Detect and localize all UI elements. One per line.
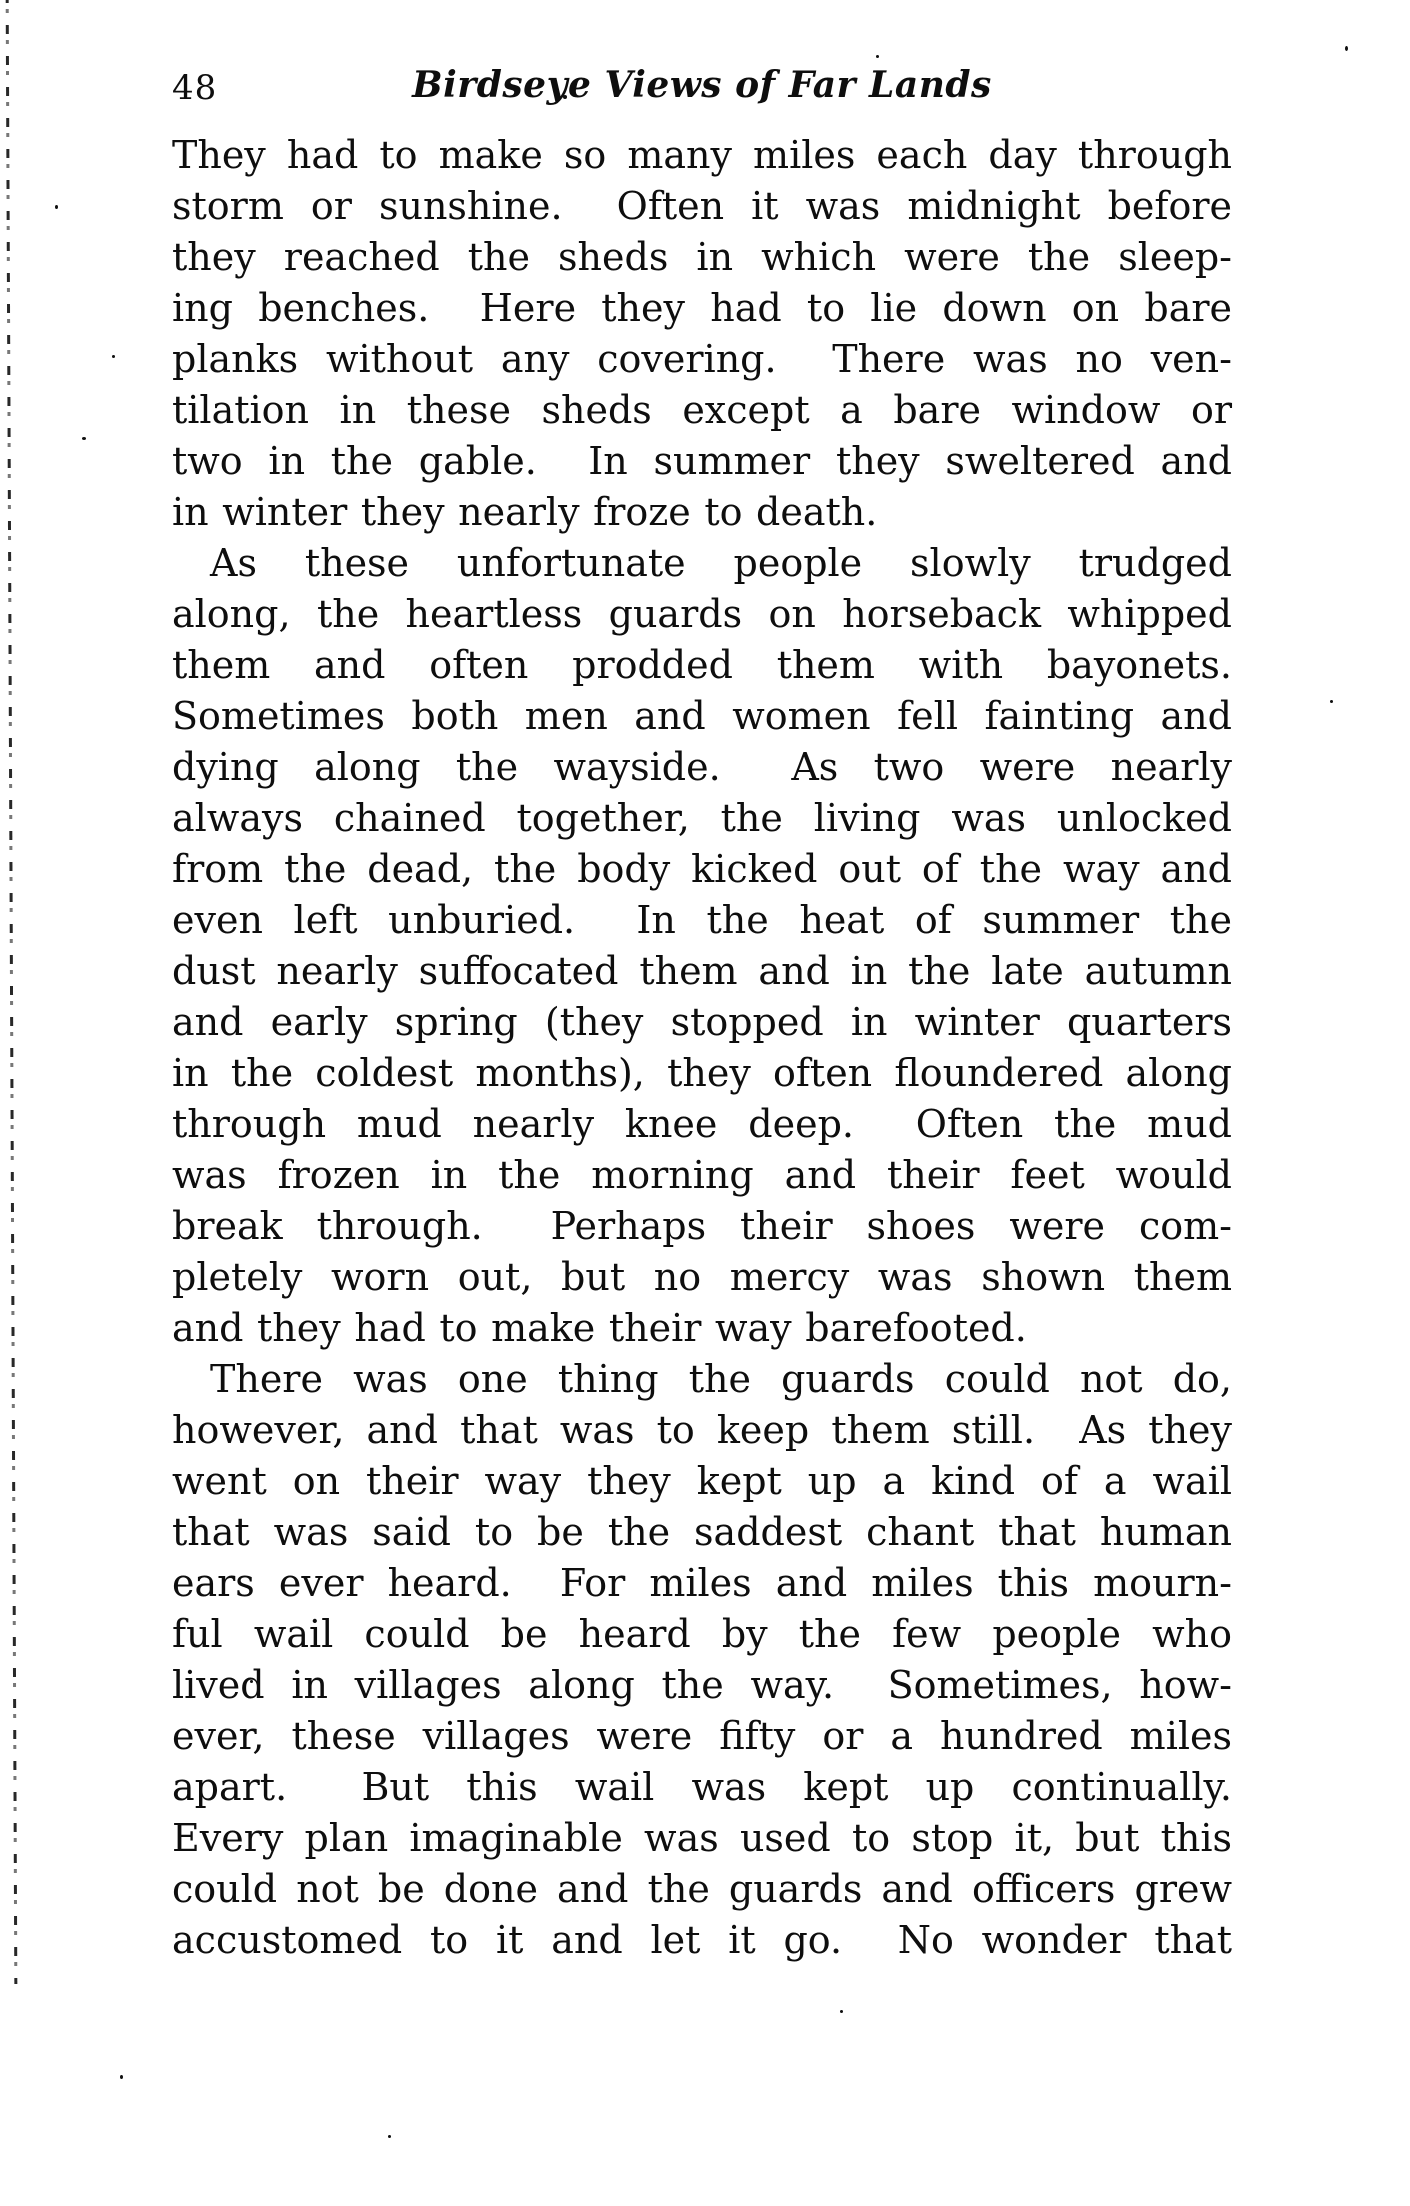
paragraph [172,538,1232,1354]
running-head [172,64,1232,112]
text-line: that was said to be the saddest chant that human [172,1510,1232,1554]
text-line: in the coldest months), they often floundered along [172,1051,1232,1095]
text-line: accustomed to it and let it go. No wonder that [172,1918,1232,1962]
text-line: storm or sunshine. Often it was midnight before [172,184,1232,228]
text-line: and early spring (they stopped in winter quarters [172,1000,1232,1044]
text-line: As these unfortunate people slowly trudged [210,541,1232,585]
text-line: apart. But this wail was kept up continually. [172,1765,1232,1809]
scan-speck [55,205,58,209]
body-text [172,130,1232,1966]
text-line: even left unburied. In the heat of summer the [172,898,1232,942]
paragraph [172,130,1232,538]
scan-speck [1345,46,1348,51]
text-line: tilation in these sheds except a bare window or [172,388,1232,432]
scan-speck [1330,700,1333,703]
page-number: 48 [172,68,218,108]
text-line: two in the gable. In summer they sweltered and [172,439,1232,483]
text-line: was frozen in the morning and their feet would [172,1153,1232,1197]
text-line: dying along the wayside. As two were nearly [172,745,1232,789]
scan-speck [876,55,879,58]
text-line: however, and that was to keep them still. As they [172,1408,1232,1452]
text-line: them and often prodded them with bayonets. [172,643,1232,687]
text-line: in winter they nearly froze to death. [172,490,878,534]
text-line: There was one thing the guards could not do, [210,1357,1232,1401]
scan-speck [82,437,86,440]
scan-speck [388,2135,391,2138]
text-line: went on their way they kept up a kind of a wail [172,1459,1232,1503]
text-line: planks without any covering. There was no ven- [172,337,1232,381]
text-line: from the dead, the body kicked out of the way and [172,847,1232,891]
text-line: lived in villages along the way. Sometimes, how- [172,1663,1232,1707]
text-line: dust nearly suffocated them and in the late autumn [172,949,1232,993]
scan-speck [120,2075,123,2079]
scan-speck [840,2010,843,2013]
scan-speck [112,355,115,358]
paragraph [172,1354,1232,1966]
text-line: pletely worn out, but no mercy was shown them [172,1255,1232,1299]
text-line: always chained together, the living was unlocked [172,796,1232,840]
text-line: they reached the sheds in which were the sleep- [172,235,1232,279]
text-line: ful wail could be heard by the few people who [172,1612,1232,1656]
text-line: and they had to make their way barefooted. [172,1306,1027,1350]
text-line: break through. Perhaps their shoes were com- [172,1204,1232,1248]
scan-gutter-line [6,0,18,1984]
text-line: along, the heartless guards on horseback whipped [172,592,1232,636]
text-line: They had to make so many miles each day through [172,133,1232,177]
text-line: Sometimes both men and women fell fainting and [172,694,1232,738]
text-line: could not be done and the guards and officers grew [172,1867,1232,1911]
text-line: ing benches. Here they had to lie down on bare [172,286,1232,330]
text-line: ears ever heard. For miles and miles this mourn- [172,1561,1232,1605]
text-line: through mud nearly knee deep. Often the mud [172,1102,1232,1146]
text-line: Every plan imaginable was used to stop it, but this [172,1816,1232,1860]
running-title: Birdseye Views of Far Lands [412,64,992,106]
text-line: ever, these villages were fifty or a hundred miles [172,1714,1232,1758]
